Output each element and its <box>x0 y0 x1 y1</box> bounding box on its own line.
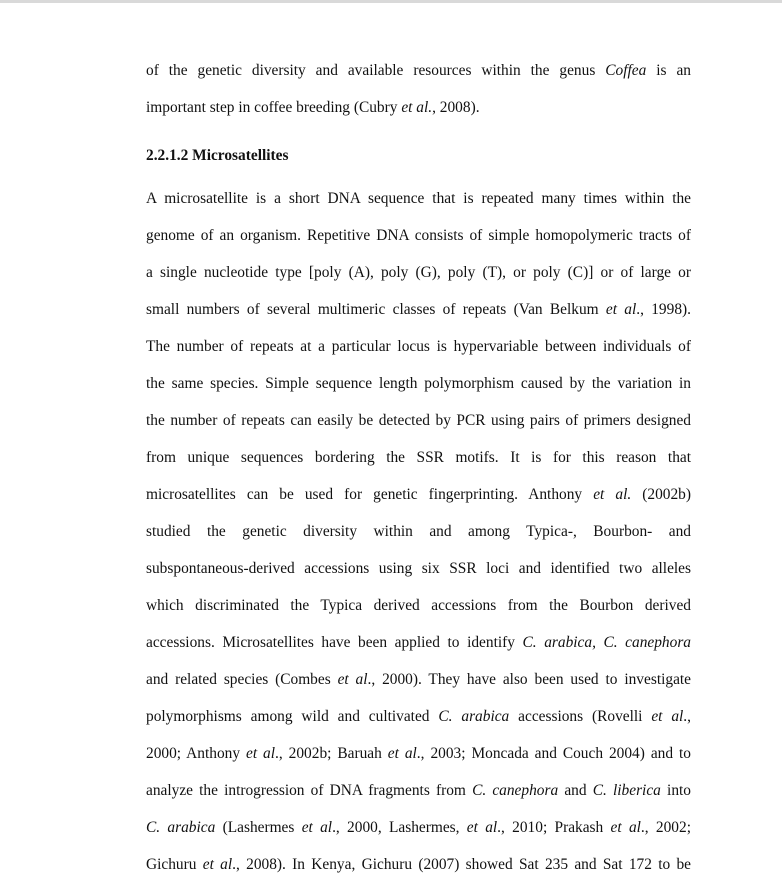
italic-text: C. liberica <box>592 782 661 799</box>
text-run: subspontaneous-derived accessions using six SSR loci and identified two alleles <box>146 560 691 577</box>
italic-text: et al <box>610 819 641 836</box>
text-run: (Lashermes <box>215 819 302 836</box>
italic-text: et al <box>466 819 498 836</box>
text-line <box>146 295 691 332</box>
text-run: ., 2003; Moncada and Couch 2004) and to <box>416 745 691 762</box>
section-heading: 2.2.1.2 Microsatellites <box>146 147 289 164</box>
document-page <box>146 56 691 887</box>
microsatellites-paragraph <box>146 184 691 887</box>
text-line <box>146 554 691 591</box>
text-run: microsatellites can be used for genetic fingerprinting. Anthony <box>146 486 594 503</box>
text-run: accessions (Rovelli <box>509 708 652 725</box>
text-line <box>146 184 691 221</box>
text-line <box>146 443 691 480</box>
text-run: is an <box>646 62 691 79</box>
text-run: ., 2000). They have also been used to investigate <box>367 671 692 688</box>
text-line <box>146 739 691 776</box>
intro-paragraph <box>146 56 691 130</box>
text-run: small numbers of several multimeric classes of repeats (Van Belkum <box>146 301 606 318</box>
text-run: ., 2000, Lashermes, <box>332 819 467 836</box>
italic-text: C. arabica, C. canephora <box>522 634 691 651</box>
text-run: important step in coffee breeding (Cubry <box>146 99 402 116</box>
italic-text: C. arabica <box>438 708 510 725</box>
text-run: polymorphisms among wild and cultivated <box>146 708 439 725</box>
text-line <box>146 517 691 554</box>
text-line <box>146 665 691 702</box>
text-line <box>146 406 691 443</box>
text-line <box>146 258 691 295</box>
italic-text: C. canephora <box>472 782 559 799</box>
text-line <box>146 850 691 887</box>
text-run: of the genetic diversity and available resources within the genus <box>146 62 606 79</box>
text-run: (2002b) <box>631 486 692 503</box>
text-run: studied the genetic diversity within and among Typica-, Bourbon- and <box>146 523 691 540</box>
text-line <box>146 702 691 739</box>
text-run: ., 2002b; Baruah <box>275 745 388 762</box>
text-run: ., 2010; Prakash <box>497 819 611 836</box>
italic-text: et al <box>202 856 233 873</box>
text-run: the number of repeats can easily be detected by PCR using pairs of primers designed <box>146 412 691 429</box>
text-run: analyze the introgression of DNA fragments from <box>146 782 473 799</box>
text-run: and <box>558 782 593 799</box>
text-run: ., 1998). <box>636 301 691 318</box>
text-line <box>146 56 691 93</box>
text-run: A microsatellite is a short DNA sequence that is repeated many times within the <box>146 190 691 207</box>
text-run: , 2008). <box>432 99 480 116</box>
text-run: which discriminated the Typica derived accessions from the Bourbon derived <box>146 597 691 614</box>
text-run: Gichuru <box>146 856 203 873</box>
text-run: ., <box>683 708 691 725</box>
text-line <box>146 480 691 517</box>
italic-text: et al <box>301 819 333 836</box>
italic-text: Coffea <box>605 62 647 79</box>
text-run: The number of repeats at a particular locus is hypervariable between individuals of <box>146 338 691 355</box>
text-line <box>146 93 691 130</box>
text-line <box>146 332 691 369</box>
text-line <box>146 369 691 406</box>
text-run: accessions. Microsatellites have been applied to identify <box>146 634 523 651</box>
text-line <box>146 221 691 258</box>
italic-text: et al <box>605 301 637 318</box>
paragraph-spacer <box>146 130 691 144</box>
italic-text: et al <box>387 745 417 762</box>
italic-text: et al. <box>593 486 632 503</box>
italic-text: et al <box>651 708 684 725</box>
italic-text: et al <box>245 745 276 762</box>
text-line <box>146 813 691 850</box>
italic-text: et al. <box>401 99 433 116</box>
text-run: the same species. Simple sequence length polymorphism caused by the variation in <box>146 375 691 392</box>
text-run: from unique sequences bordering the SSR motifs. It is for this reason that <box>146 449 691 466</box>
italic-text: C. arabica <box>146 819 216 836</box>
page-top-rule <box>0 0 782 3</box>
text-run: 2000; Anthony <box>146 745 246 762</box>
text-run: ., 2002; <box>640 819 691 836</box>
text-line <box>146 776 691 813</box>
text-run: into <box>660 782 691 799</box>
text-run: ., 2008). In Kenya, Gichuru (2007) showed Sat 235 and Sat 172 to be <box>232 856 692 873</box>
text-run: genome of an organism. Repetitive DNA consists of simple homopolymeric tracts of <box>146 227 691 244</box>
text-line <box>146 591 691 628</box>
text-line <box>146 628 691 665</box>
text-run: a single nucleotide type [poly (A), poly (G), poly (T), or poly (C)] or of large or <box>146 264 691 281</box>
italic-text: et al <box>337 671 368 688</box>
text-run: and related species (Combes <box>146 671 338 688</box>
